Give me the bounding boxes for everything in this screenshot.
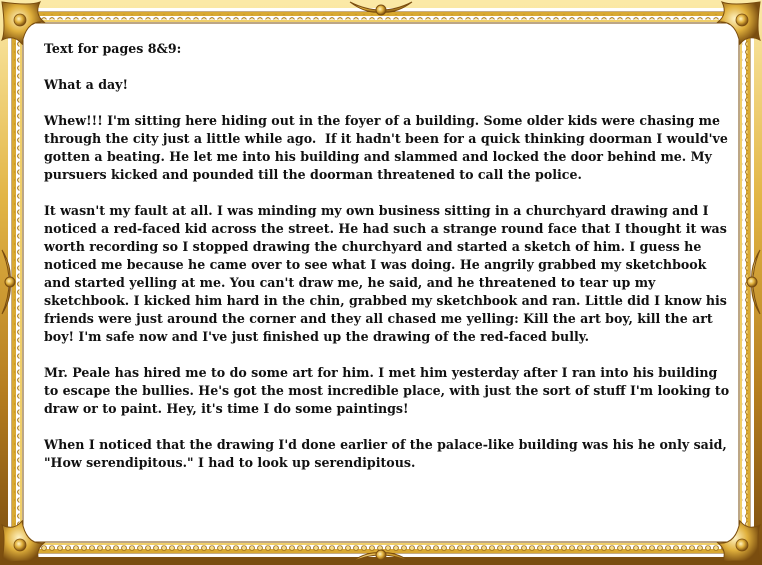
paragraph: Mr. Peale has hired me to do some art for him. I met him yesterday after I ran into his building to escape the bullies. He's got the most incredible place, with just the sort of stuff I'm looking to draw or to paint. Hey, it's time I do some paintings!: [44, 365, 734, 416]
paragraph: Whew!!! I'm sitting here hiding out in the foyer of a building. Some older kids were chasing me through the city just a little while ago. If it hadn't been for a quick thinking doorman I would've gotten a beating. He let me into his building and slammed and locked the door behind me. My pursuers kicked and pounded till the doorman threatened to call the police.: [44, 113, 733, 182]
page-subheading: What a day!: [44, 77, 129, 92]
page-heading: Text for pages 8&9:: [44, 41, 182, 56]
paragraph: It wasn't my fault at all. I was minding my own business sitting in a churchyard drawing and I noticed a red-faced kid across the street. He had such a strange round face that I thought it was worth recording so I stopped drawing the churchyard and started a sketch of him. I guess he noticed me because he came over to see what I was doing. He angrily grabbed my sketchbook and started yelling at me. You can't draw me, he said, and he threatened to tear up my sketchbook. I kicked him hard in the chin, grabbed my sketchbook and ran. Little did I know his friends were just around the corner and they all chased me yelling: Kill the art boy, kill the art boy! I'm safe now and I've just finished up the drawing of the red-faced bully.: [44, 203, 732, 344]
document-text: [44, 40, 734, 490]
paragraph: When I noticed that the drawing I'd done earlier of the palace-like building was his he only said, "How serendipitous." I had to look up serendipitous.: [44, 437, 732, 470]
